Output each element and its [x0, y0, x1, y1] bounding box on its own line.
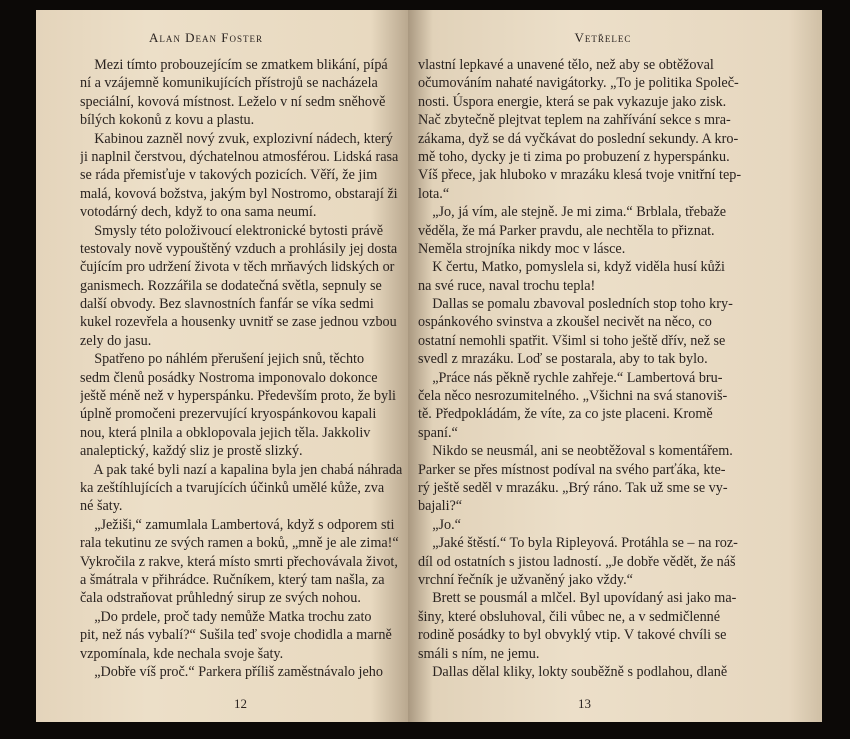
- text-line: Spatřeno po náhlém přerušení jejich snů, těchto: [80, 351, 365, 368]
- text-line: nou, která plnila a obklopovala jejich těla. Jakkoliv: [80, 424, 371, 441]
- text-line: Nač zbytečně plejtvat teplem na zahřívání sekce s mra-: [418, 112, 731, 129]
- text-line: díl od ostatních s jistou ladností. „Je dobře vědět, že náš: [418, 553, 736, 570]
- text-line: „Ježiši,“ zamumlala Lambertová, když s odporem sti: [80, 516, 395, 533]
- text-line: A pak také byli nazí a kapalina byla jen chabá náhrada: [80, 461, 403, 478]
- text-line: Mezi tímto probouzejícím se zmatkem blikání, pípá: [80, 57, 388, 73]
- text-line: „Práce nás pěkně rychle zahřeje.“ Lambertová bru-: [418, 369, 723, 386]
- text-line: ostatní nemohli spatřit. Všiml si toho ještě dřív, než se: [418, 332, 726, 349]
- text-line: lota.“: [418, 185, 450, 202]
- text-line: sedm členů posádky Nostroma imponovalo dokonce: [80, 369, 378, 386]
- text-line: na své ruce, naval trochu tepla!: [418, 277, 596, 294]
- text-line: Neměla strojníka nikdy moc v lásce.: [418, 240, 626, 257]
- text-line: votodárný dech, když to ona sama neumí.: [80, 204, 317, 221]
- text-line: zákama, dyž se dá vyčkávat do poslední sekundy. A kro-: [418, 130, 739, 147]
- text-line: ní a vzájemně komunikujících přístrojů se nacházela: [80, 75, 378, 92]
- text-line: rý ještě seděl v mrazáku. „Brý ráno. Tak už sme se vy-: [418, 479, 728, 496]
- text-line: „Do prdele, proč tady nemůže Matka trochu zato: [80, 608, 372, 625]
- text-line: „Jaké štěstí.“ To byla Ripleyová. Protáhla se – na roz-: [418, 535, 738, 552]
- text-line: a šmátrala v přihrádce. Ručníkem, který tam našla, za: [80, 571, 385, 588]
- text-line: bílých kokonů z kovu a plastu.: [80, 112, 255, 129]
- text-line: čela něco nesrozumitelného. „Všichni na svá stanoviš-: [418, 388, 728, 405]
- text-line: rodině posádky to byl obvyklý vtip. V takové chvíli se: [418, 627, 727, 644]
- left-page: [36, 10, 408, 722]
- text-line: Smysly této položivoucí elektronické bytosti právě: [80, 222, 384, 239]
- text-line: ganismech. Rozzářila se dodatečná světla, sepnuly se: [80, 277, 382, 294]
- text-line: Dallas se pomalu zbavoval posledních stop toho kry-: [418, 296, 733, 313]
- text-line: Víš přece, jak hluboko v mrazáku klesá tvoje vnitřní tep-: [418, 167, 742, 184]
- text-line: „Dobře víš proč.“ Parkera příliš zaměstnávalo jeho: [80, 663, 383, 680]
- running-header-title: Vetřelec: [574, 30, 632, 45]
- text-line: tě. Předpokládám, že víte, za co jste placeni. Kromě: [418, 406, 713, 423]
- text-line: ji naplnil čerstvou, dýchatelnou atmosférou. Lidská rasa: [80, 148, 399, 165]
- text-line: ospánkového svinstva a zkoušel necivět na něco, co: [418, 314, 712, 331]
- text-line: věděla, že má Parker pravdu, ale nechtěla to přiznat.: [418, 222, 715, 239]
- text-line: pit, než nás vybalí?“ Sušila teď svoje chodidla a marně: [80, 627, 392, 644]
- text-line: Vykročila z rakve, která místo smrti přechovávala život,: [80, 553, 398, 570]
- text-line: Nikdo se neusmál, ani se neobtěžoval s komentářem.: [418, 443, 733, 460]
- text-line: speciální, kovová místnost. Leželo v ní sedm sněhově: [80, 93, 386, 110]
- text-line: úplně promočeni prezervující kryospánkovou kapali: [80, 406, 377, 423]
- text-line: šiny, které obsluhoval, čili vůbec ne, a v sedmičlenné: [418, 608, 721, 625]
- page-number: 12: [234, 696, 247, 711]
- text-line: vlastní lepkavé a unavené tělo, než aby se obtěžoval: [418, 57, 714, 73]
- text-line: bajali?“: [418, 498, 463, 515]
- text-line: Kabinou zazněl nový zvuk, explozivní nádech, který: [80, 130, 393, 147]
- text-line: „Jo.“: [418, 516, 461, 533]
- text-line: vrchní řečník je užvaněný jako vždy.“: [418, 571, 633, 588]
- text-line: né šaty.: [80, 498, 123, 515]
- text-line: ka zeštíhlujících a tvarujících účinků umělé kůže, zva: [80, 479, 385, 496]
- text-line: očumováním nahaté navigátorky. „To je politika Společ-: [418, 75, 739, 92]
- text-line: smáli s ním, ne jemu.: [418, 645, 540, 662]
- text-line: se ráda přemisťuje v takových pozicích. Věří, že jim: [80, 167, 378, 184]
- running-header-author: Alan Dean Foster: [148, 30, 263, 45]
- page-number: 13: [578, 696, 591, 711]
- text-line: K čertu, Matko, pomyslela si, když viděla husí kůži: [418, 259, 725, 276]
- text-line: vzpomínala, kde nechala svoje šaty.: [80, 645, 284, 662]
- right-page: [408, 10, 822, 722]
- text-line: testovaly nově vypouštěný vzduch a prohlásily jej dosta: [80, 240, 398, 257]
- right-page-body: [418, 56, 813, 681]
- text-line: nosti. Úspora energie, která se pak vykazuje jako zisk.: [418, 93, 727, 110]
- text-line: kukel rozevřela a housenky uvnitř se zase jednou vzbou: [80, 314, 397, 331]
- text-line: zely do jasu.: [80, 332, 152, 349]
- text-line: Dallas dělal kliky, lokty souběžně s podlahou, dlaně: [418, 663, 728, 680]
- text-line: „Jo, já vím, ale stejně. Je mi zima.“ Brblala, třebaže: [418, 204, 727, 221]
- text-line: Brett se pousmál a mlčel. Byl upovídaný asi jako ma-: [418, 590, 737, 607]
- left-page-body: [80, 56, 410, 681]
- text-line: rala tekutinu ze svých ramen a boků, „mně je ale zima!“: [80, 535, 399, 552]
- text-line: mě toho, dycky je ti zima po probuzení z hyperspánku.: [418, 148, 730, 165]
- text-line: ještě méně než v hyperspánku. Především proto, že byli: [80, 388, 396, 405]
- text-line: další obvody. Bez slavnostních fanfár se víka sedmi: [80, 296, 374, 313]
- text-line: svedl z mrazáku. Loď se postarala, aby to tak bylo.: [418, 351, 708, 368]
- text-line: analeptický, každý sliz je prostě slizký.: [80, 443, 303, 460]
- text-line: malá, kovová božstva, jakým byl Nostromo, obstarají ži: [80, 185, 398, 202]
- text-line: čala odstraňovat průhledný sirup ze svých nohou.: [80, 590, 361, 607]
- text-line: čujícím pro udržení života v těch mrňavých lidských or: [80, 259, 395, 276]
- text-line: Parker se přes místnost podíval na svého parťáka, kte-: [418, 461, 726, 478]
- text-line: spaní.“: [418, 424, 458, 441]
